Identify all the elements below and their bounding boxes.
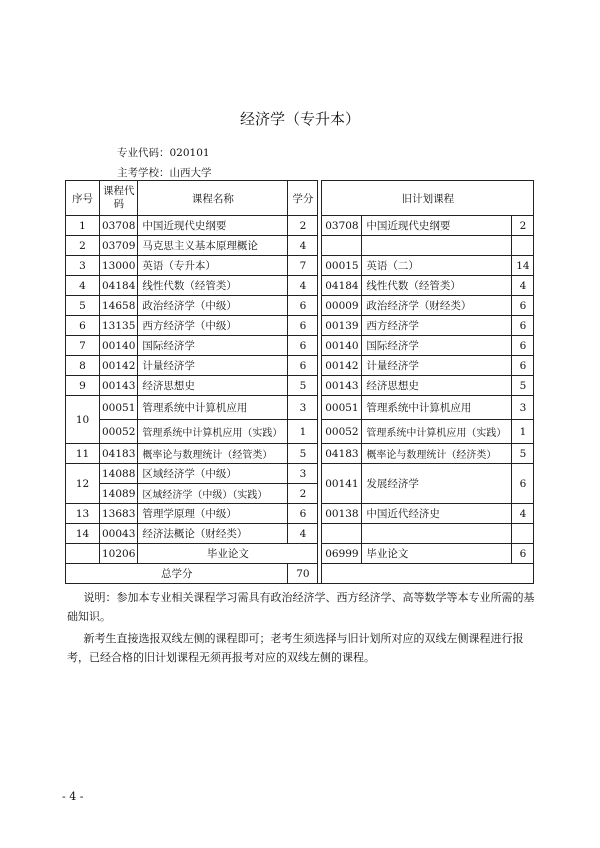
- row-old-code: 00015: [322, 256, 362, 276]
- row-name: 政治经济学（中级）: [138, 296, 288, 316]
- row-name: 马克思主义基本原理概论: [138, 236, 288, 256]
- row-no: 13: [66, 504, 100, 524]
- row-old-name: 国际经济学: [362, 336, 512, 356]
- row-old-credit: 5: [512, 444, 534, 464]
- row-old-credit: 4: [512, 504, 534, 524]
- row-code: 00043: [100, 524, 138, 544]
- row-old-code: 00139: [322, 316, 362, 336]
- row-name: 管理系统中计算机应用（实践）: [138, 420, 288, 444]
- total-old-empty: [322, 564, 534, 584]
- row-old-credit: 3: [512, 396, 534, 420]
- row-old-code: 00142: [322, 356, 362, 376]
- row-no: 3: [66, 256, 100, 276]
- school-line: [117, 165, 212, 180]
- page-number: - 4 -: [62, 790, 84, 803]
- row-old-name: 中国近代经济史: [362, 504, 512, 524]
- row-credit: 1: [288, 420, 318, 444]
- row-old-code: 04184: [322, 276, 362, 296]
- note-prerequisite: 说明：参加本专业相关课程学习需具有政治经济学、西方经济学、高等数学等本专业所需的基础知识。: [67, 591, 535, 623]
- row-old-code: [322, 524, 362, 544]
- row-old-code: [322, 236, 362, 256]
- row-no: 9: [66, 376, 100, 396]
- table-row: [66, 376, 534, 396]
- row-no: 10: [66, 396, 100, 444]
- row-name: 中国近现代史纲要: [138, 216, 288, 236]
- course-table: [65, 180, 534, 584]
- total-row: [66, 564, 534, 584]
- table-row: [66, 356, 534, 376]
- total-credit: 70: [288, 564, 318, 584]
- row-credit: 7: [288, 256, 318, 276]
- school-label: 主考学校：: [117, 167, 170, 179]
- row-old-credit: 6: [512, 464, 534, 504]
- table-row: [66, 444, 534, 464]
- row-credit: 6: [288, 316, 318, 336]
- row-old-name: 发展经济学: [362, 464, 512, 504]
- row-credit: 2: [288, 484, 318, 504]
- row-old-credit: 1: [512, 420, 534, 444]
- row-old-name: 管理系统中计算机应用（实践）: [362, 420, 512, 444]
- table-row: [66, 316, 534, 336]
- row-code: 13683: [100, 504, 138, 524]
- row-no: 1: [66, 216, 100, 236]
- row-code: 10206: [100, 544, 138, 564]
- row-old-code: 00143: [322, 376, 362, 396]
- row-no: 11: [66, 444, 100, 464]
- row-old-credit: [512, 236, 534, 256]
- document-title: 经济学（专升本）: [239, 110, 360, 128]
- row-name: 西方经济学（中级）: [138, 316, 288, 336]
- row-name: 区域经济学（中级）（实践）: [138, 484, 288, 504]
- table-row: [66, 464, 534, 484]
- row-credit: 6: [288, 336, 318, 356]
- header-old-plan: 旧计划课程: [322, 181, 534, 216]
- row-old-name: [362, 524, 512, 544]
- table-row: [66, 296, 534, 316]
- total-label: 总学分: [66, 564, 288, 584]
- header-credit: 学分: [288, 181, 318, 216]
- row-old-name: 线性代数（经管类）: [362, 276, 512, 296]
- row-no: [66, 544, 100, 564]
- major-code-value: 020101: [169, 147, 210, 159]
- row-old-credit: 5: [512, 376, 534, 396]
- row-old-credit: 2: [512, 216, 534, 236]
- row-old-code: 03708: [322, 216, 362, 236]
- row-name: 英语（专升本）: [138, 256, 288, 276]
- row-credit: 6: [288, 356, 318, 376]
- row-no: 8: [66, 356, 100, 376]
- row-old-name: 毕业论文: [362, 544, 512, 564]
- row-old-code: 04183: [322, 444, 362, 464]
- row-old-name: 管理系统中计算机应用: [362, 396, 512, 420]
- row-code: 00052: [100, 420, 138, 444]
- row-old-name: 西方经济学: [362, 316, 512, 336]
- row-code: 03708: [100, 216, 138, 236]
- table-row: [66, 504, 534, 524]
- row-no: 2: [66, 236, 100, 256]
- major-code-line: [117, 145, 210, 160]
- row-name: 经济思想史: [138, 376, 288, 396]
- major-code-label: 专业代码：: [117, 147, 170, 159]
- row-old-credit: [512, 524, 534, 544]
- row-old-name: [362, 236, 512, 256]
- row-old-code: 06999: [322, 544, 362, 564]
- row-credit: 3: [288, 464, 318, 484]
- row-name: 管理系统中计算机应用: [138, 396, 288, 420]
- row-code: 14088: [100, 464, 138, 484]
- table-row: [66, 420, 534, 444]
- header-no: 序号: [66, 181, 100, 216]
- row-code: 00051: [100, 396, 138, 420]
- row-credit: 5: [288, 444, 318, 464]
- row-old-code: 00051: [322, 396, 362, 420]
- row-old-credit: 6: [512, 316, 534, 336]
- row-credit: 6: [288, 296, 318, 316]
- row-old-credit: 6: [512, 356, 534, 376]
- header-name: 课程名称: [138, 181, 288, 216]
- table-row: [66, 236, 534, 256]
- row-code: 03709: [100, 236, 138, 256]
- row-code: 00143: [100, 376, 138, 396]
- row-old-credit: 4: [512, 276, 534, 296]
- row-code: 14089: [100, 484, 138, 504]
- row-name: 区域经济学（中级）: [138, 464, 288, 484]
- row-old-name: 政治经济学（财经类）: [362, 296, 512, 316]
- row-name: 计量经济学: [138, 356, 288, 376]
- row-credit: 4: [288, 236, 318, 256]
- header-code: 课程代码: [100, 181, 138, 216]
- row-code: 13000: [100, 256, 138, 276]
- row-credit: 2: [288, 216, 318, 236]
- table-row: [66, 276, 534, 296]
- row-code: 04184: [100, 276, 138, 296]
- table-header-row: [66, 181, 534, 216]
- row-name: 经济法概论（财经类）: [138, 524, 288, 544]
- row-old-code: 00141: [322, 464, 362, 504]
- row-no: 6: [66, 316, 100, 336]
- row-credit: 6: [288, 504, 318, 524]
- row-old-code: 00138: [322, 504, 362, 524]
- row-old-code: 00140: [322, 336, 362, 356]
- row-code: 04183: [100, 444, 138, 464]
- row-old-name: 英语（二）: [362, 256, 512, 276]
- table-row: [66, 396, 534, 420]
- row-old-code: 00052: [322, 420, 362, 444]
- row-code: 00142: [100, 356, 138, 376]
- row-name: 国际经济学: [138, 336, 288, 356]
- row-old-credit: 6: [512, 296, 534, 316]
- school-value: 山西大学: [169, 167, 212, 179]
- row-old-credit: 14: [512, 256, 534, 276]
- table-row: [66, 256, 534, 276]
- row-old-credit: 6: [512, 544, 534, 564]
- row-name: 毕业论文: [138, 544, 318, 564]
- row-no: 7: [66, 336, 100, 356]
- note-registration: 新考生直接选报双线左侧的课程即可；老考生须选择与旧计划所对应的双线左侧课程进行报考，已经合格的旧计划课程无须再报考对应的双线左侧的课程。: [67, 632, 524, 664]
- table-row: [66, 216, 534, 236]
- row-name: 概率论与数理统计（经管类）: [138, 444, 288, 464]
- row-credit: 4: [288, 524, 318, 544]
- row-old-name: 经济思想史: [362, 376, 512, 396]
- row-code: 00140: [100, 336, 138, 356]
- row-code: 14658: [100, 296, 138, 316]
- row-credit: 5: [288, 376, 318, 396]
- row-old-name: 中国近现代史纲要: [362, 216, 512, 236]
- row-name: 管理学原理（中级）: [138, 504, 288, 524]
- row-no: 12: [66, 464, 100, 504]
- row-code: 13135: [100, 316, 138, 336]
- table-row: [66, 524, 534, 544]
- row-old-name: 计量经济学: [362, 356, 512, 376]
- row-credit: 4: [288, 276, 318, 296]
- row-old-credit: 6: [512, 336, 534, 356]
- table-row: [66, 336, 534, 356]
- table-row: [66, 544, 534, 564]
- row-old-code: 00009: [322, 296, 362, 316]
- row-credit: 3: [288, 396, 318, 420]
- row-no: 5: [66, 296, 100, 316]
- row-no: 14: [66, 524, 100, 544]
- row-no: 4: [66, 276, 100, 296]
- row-name: 线性代数（经管类）: [138, 276, 288, 296]
- row-old-name: 概率论与数理统计（经济类）: [362, 444, 512, 464]
